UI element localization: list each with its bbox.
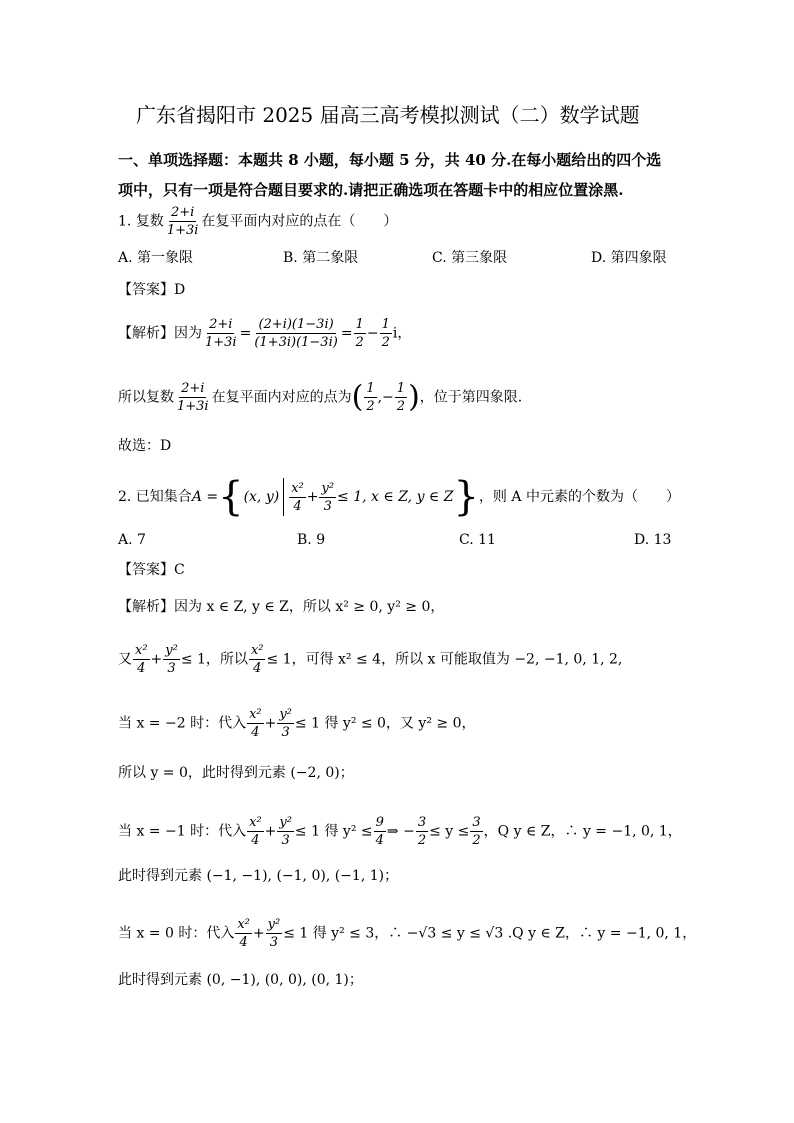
question-1: 1. 复数 $\frac{2+i}{1+3i}$ 在复平面内对应的点在（ ）	[118, 205, 398, 238]
solution-2-line-4: 所以 y = 0，此时得到元素 (−2, 0)；	[118, 765, 354, 781]
choice-c: C. 11	[459, 532, 496, 548]
solution-1-line-1: 【解析】因为 $\frac{2+i}{1+3i}$ = $\frac{(2+i)(1-3i)}{(1+3i)(1-3i)}$ = $\frac{1}{2}$ − $\frac{1}{2}$ i，	[118, 317, 412, 350]
page-title: 广东省揭阳市 2025 届高三高考模拟测试（二）数学试题	[136, 103, 640, 127]
choice-d: D. 13	[634, 532, 672, 548]
choice-b: B. 第二象限	[283, 250, 359, 266]
choice-c: C. 第三象限	[432, 250, 508, 266]
question-2: 2. 已知集合A ={(x, y) $\frac{\text{x²}}{4}$ + $\frac{\text{y²}}{3}$ ≤ 1, x ∈ Z, y ∈ Z}，则 A 中元素的个数为（ ）	[118, 474, 680, 520]
fraction: $\frac{2+i}{1+3i}$	[166, 205, 199, 238]
section-heading-line-1: 一、单项选择题：本题共 8 小题，每小题 5 分，共 40 分.在每小题给出的四个选	[118, 151, 662, 169]
answer-2: 【答案】C	[118, 562, 185, 578]
solution-2-line-3: 当 x = −2 时：代入 $\frac{\text{x²}}{4}$ + $\frac{\text{y²}}{3}$ ≤ 1 得 y² ≤ 0，又 y² ≥ 0，	[118, 707, 476, 740]
choice-a: A. 7	[118, 532, 146, 548]
solution-2-line-7: 当 x = 0 时：代入 $\frac{\text{x²}}{4}$ + $\frac{\text{y²}}{3}$ ≤ 1 得 y² ≤ 3，∴ −√3 ≤ y ≤ √3 .Q y ∈ Z，∴ y = −1, 0, 1，	[118, 917, 697, 950]
section-heading-line-2: 项中，只有一项是符合题目要求的.请把正确选项在答题卡中的相应位置涂黑.	[118, 181, 624, 199]
solution-2-line-6: 此时得到元素 (−1, −1), (−1, 0), (−1, 1)；	[118, 868, 399, 884]
solution-2-line-5: 当 x = −1 时：代入 $\frac{\text{x²}}{4}$ + $\frac{\text{y²}}{3}$ ≤ 1 得 y² ≤ $\frac{9}{4}$ ⇒ − $\frac{3}{2}$ ≤ y ≤ $\frac{3}{2}$ ，Q y ∈ Z，∴ y = −1, 0, 1，	[118, 815, 682, 848]
choice-a: A. 第一象限	[118, 250, 194, 266]
solution-2-line-8: 此时得到元素 (0, −1), (0, 0), (0, 1)；	[118, 972, 363, 988]
solution-2-line-1: 【解析】因为 x ∈ Z, y ∈ Z，所以 x² ≥ 0, y² ≥ 0，	[118, 599, 445, 615]
solution-1-final: 故选：D	[118, 438, 172, 454]
choice-d: D. 第四象限	[591, 250, 667, 266]
solution-1-line-2: 所以复数 $\frac{2+i}{1+3i}$ 在复平面内对应的点为( $\frac{1}{2}$ ,− $\frac{1}{2}$ )，位于第四象限.	[118, 379, 523, 415]
solution-2-line-2: 又 $\frac{\text{x²}}{4}$ + $\frac{\text{y²}}{3}$ ≤ 1，所以 $\frac{\text{x²}}{4}$ ≤ 1，可得 x² ≤ 4，所以 x 可能取值为 −2, −1, 0, 1, 2,	[118, 643, 623, 676]
choice-b: B. 9	[297, 532, 326, 548]
answer-1: 【答案】D	[118, 282, 186, 298]
